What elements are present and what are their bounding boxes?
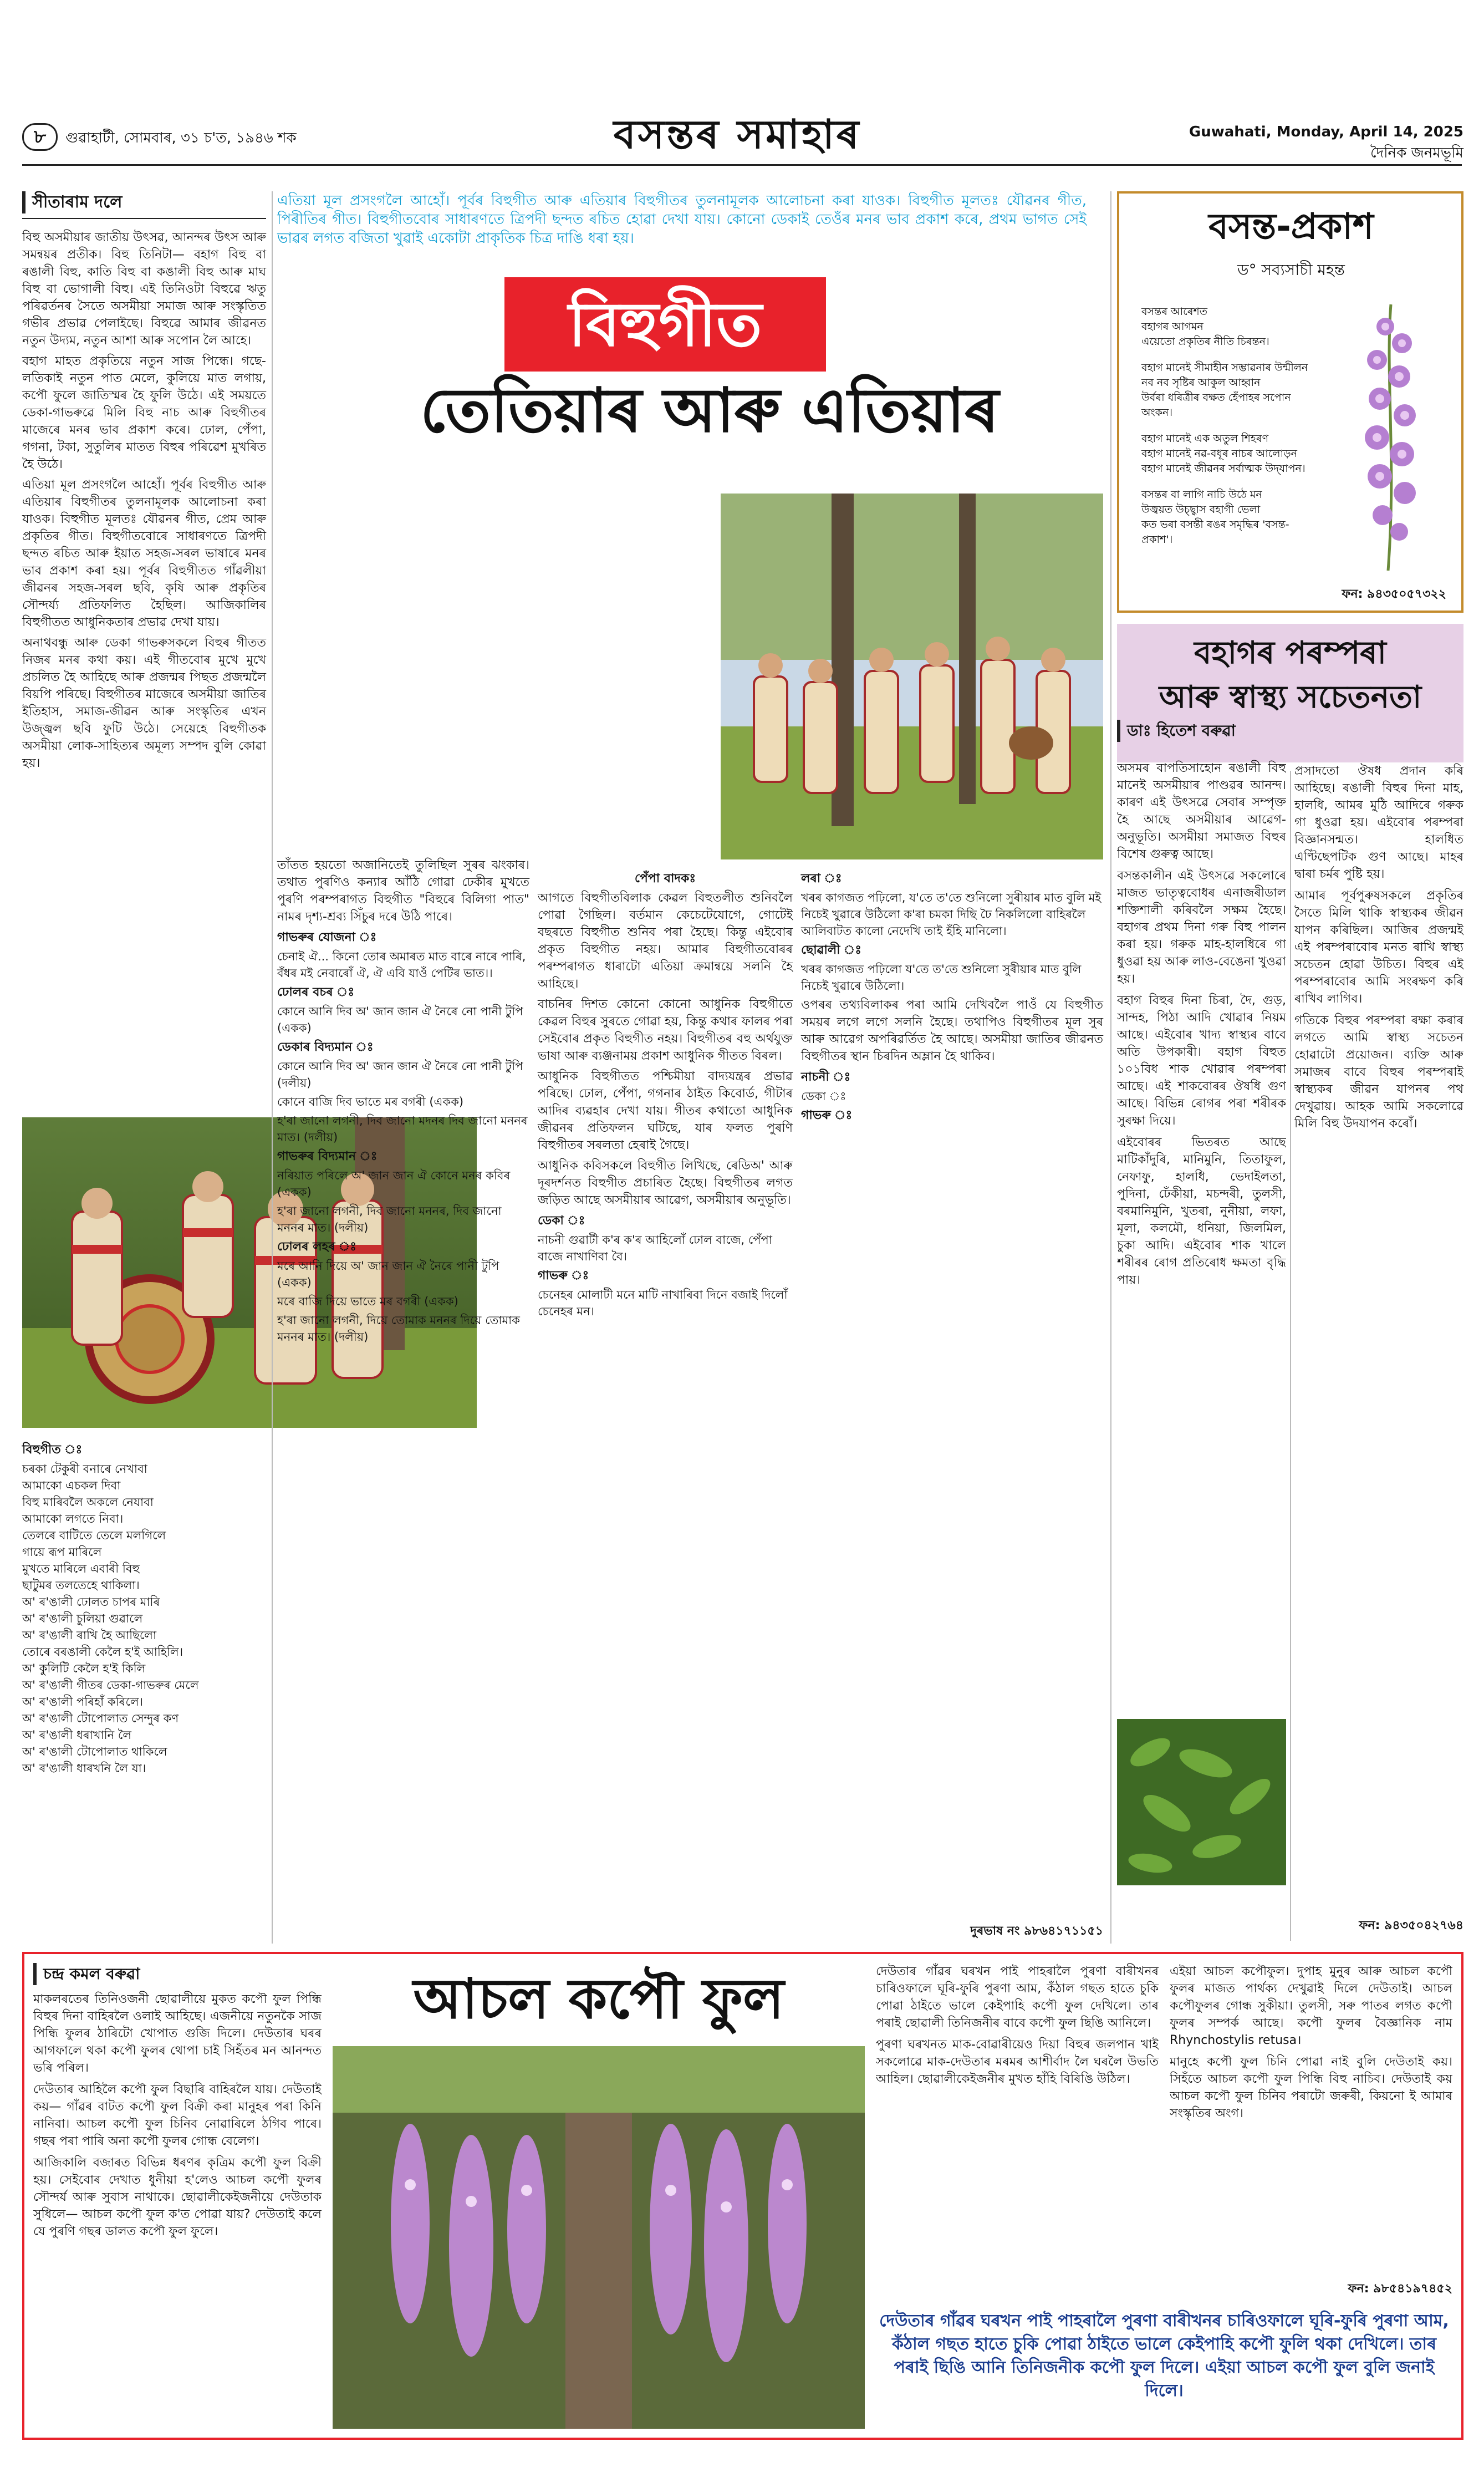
left-para-3: এতিয়া মূল প্ৰসংগলৈ আহোঁ। পূৰ্বৰ বিহুগীত আৰু এতিয়াৰ বিহুগীতৰ তুলনামূলক আলোচনা কৰা যাওক। বিহুগীত মূলতঃ যৌৱনৰ গীত, প্ৰেম আৰু প্ৰকৃতিৰ গীত। বিহুগীতবোৰে সাধাৰণতে ত্ৰিপদী ছন্দত ৰচিত আৰু ইয়াত সহজ-সৰল ভাষাৰে মনৰ ভাব প্ৰকাশ কৰা হয়। পূৰ্বৰ বিহুগীতত গাঁৱলীয়া জীৱনৰ সহজ-সৰল ছবি, কৃষি আৰু প্ৰকৃতিৰ সৌন্দৰ্য্য প্ৰতিফলিত হৈছিল। আজিকালিৰ বিহুগীতত আধুনিকতাৰ প্ৰভাৱ দেখা যায়। xyxy=(22,478,266,629)
poem-stanza-line: বসন্তৰ বা লাগি নাচি উঠে মন xyxy=(1141,489,1262,501)
orchid-flower-illustration xyxy=(1324,293,1452,582)
f3-head-1: লৰা ঃ xyxy=(801,872,842,886)
feature-col-2 xyxy=(538,868,793,1955)
poem-stanza-line: বহাগৰ আগমন xyxy=(1141,321,1203,333)
orchid-illustration xyxy=(333,2046,865,2429)
health-para-2: বসন্তকালীন এই উৎসৱে সকলোৰে মাজত ভাতৃত্ববোধৰ এনাজৰীডাল শক্তিশালী কৰিবলৈ সক্ষম হৈছে। বহাগৰ প্ৰথম দিনা গৰু বিহু পালন কৰা হয়। গৰুক মাহ-হালধিৰে গা ধুওৱা হয় আৰু লাও-বেঙেনা খুওৱা হয়। xyxy=(1117,869,1286,986)
masthead-date-english: Guwahati, Monday, April 14, 2025 xyxy=(1189,124,1463,140)
f1-poem-6: নৰিয়াত পৰিলে অ' জান জান ঐ কোনে মনৰ কবিৰ (একক) xyxy=(277,1169,511,1199)
orchid-col-2 xyxy=(876,1963,1159,2307)
greens-illustration xyxy=(1117,1719,1286,1885)
poem-stanza-line: বসন্তৰ আৰেশত xyxy=(1141,306,1207,318)
poem-stanza xyxy=(1141,360,1319,420)
orchid-author: চন্দ্ৰ কমল বৰুৱা xyxy=(33,1963,310,1985)
poem-author: ড° সব্যসাচী মহন্ত xyxy=(1237,261,1345,279)
f1-poem-5: হ'ৰা জানো লগনী, দিব জানো মদনৰ দিব জানো মননৰ মাত। (দলীয়) xyxy=(277,1114,528,1144)
left-poem xyxy=(22,1439,266,1993)
f3-para-1: ওপৰৰ তথ্যবিলাকৰ পৰা আমি দেখিবলৈ পাওঁ যে বিহুগীত সময়ৰ লগে লগে সলনি হৈছে। তথাপিও বিহুগীতৰ মূল সুৰ আৰু আৱেগ অপৰিৱৰ্তিত হৈ আছে। অসমীয়া জাতিৰ জীৱনত বিহুগীতৰ স্থান চিৰদিন অম্লান হৈ থাকিব। xyxy=(801,998,1103,1064)
poem-line: বিহু মাৰিবলৈ অকলে নেযাবা xyxy=(22,1496,154,1509)
poem-stanza xyxy=(1141,304,1319,349)
orchid-title: আচল কপৌ ফুল xyxy=(413,1966,784,2031)
author-line: সীতাৰাম দলে xyxy=(22,191,266,213)
poem-line: আমাকো এচকল দিবা xyxy=(22,1479,121,1492)
poem-line: অ' ৰ'ঙালী ৰাখি হৈ আছিলো xyxy=(22,1629,157,1642)
poem-line: অ' ৰ'ঙালী ঢোলত চাপৰ মাৰি xyxy=(22,1595,160,1609)
orchid-col-1 xyxy=(33,1991,322,2429)
feature-intro: এতিয়া মূল প্ৰসংগলৈ আহোঁ। পূৰ্বৰ বিহুগীত আৰু এতিয়াৰ বিহুগীতৰ তুলনামূলক আলোচনা কৰা যাওক। বিহুগীত মূলতঃ যৌৱনৰ গীত, পিৰীতিৰ গীত। বিহুগীতবোৰ সাধাৰণতে ত্ৰিপদী ছন্দত ৰচিত হোৱা দেখা যায়। কোনো ডেকাই তেওঁৰ মনৰ ভাব প্ৰকাশ কৰে, প্ৰথম ভাগত সেই ভাৱৰ লগত বজিতা খুৱাই একোটা প্ৰাকৃতিক চিত্ৰ দাঙি ধৰা হয়। xyxy=(277,192,1087,247)
poem-line: অ' ৰ'ঙালী পৰিহাঁ কৰিলে। xyxy=(22,1695,144,1708)
health-para-4: এইবোৰৰ ভিতৰত আছে মাটিকাঁদুৰি, মানিমুনি, তিতাফুল, নেফাফু, হালধি, ভেদাইলতা, পুদিনা, ঢেঁকীয়া, মচন্দৰী, তুলসী, বৰমানিমুনি, খুতৰা, নুনীয়া, লফা, মূলা, কলমৌ, ধনিয়া, জিলমিল, চুকা আদি। এইবোৰ শাক খালে শৰীৰৰ ৰোগ প্ৰতিৰোধ ক্ষমতা বৃদ্ধি পায়। xyxy=(1117,1136,1286,1287)
poem-stanza-line: বহাগ মানেই নৱ-বধূৰ নাচৰ আলোড়ন xyxy=(1141,447,1298,460)
f2-poem-2: চেনেহৰ মোলাটী মনে মাটি নাখাৰিবা দিনে বজাই দিলোঁ চেনেহৰ মন। xyxy=(538,1288,788,1318)
orchid-left-para-1: মাকলৰতেৰ তিনিওজনী ছোৱালীয়ে মুকত কপৌ ফুল পিন্ধি বিহুৰ দিনা বাহিৰলৈ ওলাই আহিছে। এজনীয়ে নতুনকৈ সাজ পিন্ধি ফুলৰ ঠাৰিটো খোপাত গুজি দিলে। দেউতাৰ ঘৰৰ আগফালে থকা কপৌ ফুলৰ থোপা চাই সিহঁতৰ মন আনন্দত ভৰি পৰিল। xyxy=(33,1992,322,2075)
feature-title-red: বিহুগীত xyxy=(504,277,826,372)
feature-col-1 xyxy=(277,857,529,1783)
poem-line: তেলৰে বাটিতে তেলে মলগিলে xyxy=(22,1529,166,1542)
orchid-photo xyxy=(333,2046,865,2429)
masthead-date-assamese: গুৱাহাটী, সোমবাৰ, ৩১ চ'ত, ১৯৪৬ শক xyxy=(65,130,297,146)
orchid-phone: ফন: ৯৮৫৪১৯৭৪৫২ xyxy=(1348,2282,1452,2296)
health-phone: ফন: ৯৪৩৫০৪২৭৬৪ xyxy=(1359,1919,1463,1932)
orchid-right-para-3: পুৰণা ঘৰখনত মাক-বোৱাৰীয়েও দিয়া বিহুৰ জলপান খাই সকলোৱে মাক-দেউতাৰ মৰমৰ আশীৰ্বাদ লৈ ঘৰলৈ উভতি আহিল। ছোৱালীকেইজনীৰ মুখত হাঁহি বিৰিঙি উঠিল। xyxy=(876,2038,1159,2086)
poem-line: অ' ৰ'ঙালী ধৰাখানি লৈ xyxy=(22,1728,131,1742)
feature-byline-phone: দুৰভাষ নং ৯৮৬৪১৭১১৫১ xyxy=(970,1924,1103,1938)
f1-poem-1: চেনাই ঐ... কিনো তোৰ অমাৰত মাত বাৰে নাৰে পাৰি, বঁধৰ মই নেবাৰোঁ ঐ, ঐ এবি যাওঁ পেটিৰ ভাত।। xyxy=(277,950,526,980)
health-col-2 xyxy=(1294,762,1463,1982)
f3-poem-2: খৰৰ কাগজত পঢ়িলো য'তে ত'তে শুনিলো সুৰীয়াৰ মাত বুলি নিচেই খুৱাৰে উঠিলো। xyxy=(801,963,1082,993)
f2-poem-1: নাচনী গুৱাটী ক'ৰ ক'ৰ আহিলোঁ ঢোল বাজে, পেঁপা বাজে নাখাণিবা বৈ। xyxy=(538,1233,772,1263)
f1-poem-7: হ'ৰা জানো লগনী, দিব জানো মননৰ, দিব জানো মননৰ মাত। (দলীয়) xyxy=(277,1204,502,1234)
health-para-6: আমাৰ পূৰ্বপুৰুষসকলে প্ৰকৃতিৰ সৈতে মিলি থাকি স্বাস্থ্যকৰ জীৱন যাপন কৰিছিল। আজিৰ প্ৰজন্মই এই পৰম্পৰাবোৰ মনত ৰাখি স্বাস্থ্য সচেতন হোৱা উচিত। বিহুৰ এই পৰম্পৰাবোৰ আমি সংৰক্ষণ কৰি ৰাখিব লাগিব। xyxy=(1294,889,1463,1006)
poem-title: বসন্ত-প্ৰকাশ xyxy=(1208,206,1374,247)
rule-3 xyxy=(1290,771,1291,1941)
poem-line: অ' কুলিটি কেলৈ হ'ই কিলি xyxy=(22,1662,146,1675)
orchid-right-para-1: দেউতাৰ গাঁৱৰ ঘৰখন পাই পাহৰালৈ পুৰণা বাৰীখনৰ চাৰিওফালে ঘূৰি-ফুৰি পুৰণা আম, কঁঠাল গছত হাতে চুকি পোৱা ঠাইতে ভালে কেইপাহি কপৌ ফুল দেখিলে। তাৰ পৰাই ছোৱালী তিনিজনীৰ বাবে কপৌ ফুল ছিঙি আনিলে। xyxy=(876,1965,1159,2030)
f1-poem-3: কোনে আনি দিব অ' জান জান ঐ নৈৰে নো পানী টুপি (দলীয়) xyxy=(277,1060,523,1090)
feature-title-main: তেতিয়াৰ আৰু এতিয়াৰ xyxy=(420,375,999,446)
f3-poem-3: ডেকা ঃ xyxy=(801,1090,846,1103)
poem-stanza xyxy=(1141,431,1319,476)
poem-line: ছাটুমৰ তলতেহে থাকিলা। xyxy=(22,1579,140,1592)
health-author: ডাঃ হিতেশ বৰুৱা xyxy=(1117,720,1283,742)
f1-poem-4: কোনে বাজি দিব ভাতে মৰ বগৰী (একক) xyxy=(277,1095,464,1108)
health-title-1: বহাগৰ পৰম্পৰা xyxy=(1194,635,1386,671)
poem-line: অ' ৰ'ঙালী ধাৰখনি লৈ যা। xyxy=(22,1762,146,1775)
poem-line: আমাকো লগতে নিবা। xyxy=(22,1512,124,1525)
orchid-right-para-2: এইয়া আচল কপৌফুল। দুপাহ মুনুৰ আৰু আচল কপৌ ফুলৰ মাজত পাৰ্থক্য দেখুৱাই দিলে দেউতাই। আচল কপৌফুলৰ গোন্ধ সুকীয়া। তুলসী, সৰু পাতৰ লগত কপৌ ফুলৰ সম্পৰ্ক আছে। কপৌ ফুলৰ বৈজ্ঞানিক নাম Rhynchostylis retusa। xyxy=(1170,1965,1452,2047)
section-title: বসন্তৰ সমাহাৰ xyxy=(613,111,861,157)
orchid-col-3 xyxy=(1170,1963,1452,2273)
f1-para-1: তাঁতত হয়তো অজানিতেই তুলিছিল সুৰৰ ঝংকাৰ। তথাত পুৰণিও কন্যাৰ আঁঠি গোৱা ঢেকীৰ মুখতে পুৰণি পৰম্পৰাগত বিহুগীত "বিহুৰে বিলিগা পাত" নামৰ দৃশ্য-শ্ৰব্য সিঁচুৰ দৰে উঠি পাৰে। xyxy=(277,858,529,924)
photo-caption-pepa: পেঁপা বাদকঃ xyxy=(634,872,696,886)
poem-heading: বিহুগীত ঃ xyxy=(22,1443,83,1457)
f1-head-3: ডেকাৰ বিদ্যমান ঃ xyxy=(277,1040,374,1054)
poem-box xyxy=(1117,191,1463,613)
f3-poem-1: খৰৰ কাগজত পঢ়িলো, য'তে ত'তে শুনিলো সুৰীয়াৰ মাত বুলি মই নিচেই খুৱাৰে উঠিলো ক'ৰা চমকা দিছি ঢৈ নিকলিলো বাহিৰলৈ আলিবাটত কালো নেদেখি তাই হঁহি মানিলো। xyxy=(801,891,1101,938)
f3-head-2: ছোৱালী ঃ xyxy=(801,943,861,957)
left-para-4: অনাথবন্ধু আৰু ডেকা গাভৰুসকলে বিহুৰ গীতত নিজৰ মনৰ কথা কয়। এই গীতবোৰ মুখে মুখে প্ৰচলিত হৈ আহিছে আৰু প্ৰজন্মৰ পিছত প্ৰজন্মলৈ বিয়পি পৰিছে। বিহুগীতৰ মাজেৰে অসমীয়া জাতিৰ ইতিহাস, সমাজ-জীৱন আৰু সংস্কৃতিৰ এখন উজ্জ্বল ছবি ফুটি উঠে। সেয়েহে বিহুগীতক অসমীয়া লোক-সাহিত্যৰ অমূল্য সম্পদ বুলি কোৱা হয়। xyxy=(22,636,266,770)
paper-name: দৈনিক জনমভূমি xyxy=(1370,145,1463,161)
poem-stanza-line: উৰ্বৰা ধৰিত্ৰীৰ বক্ষত হেঁপাহৰ সপোন অংকন। xyxy=(1141,391,1291,419)
left-para-1: বিহু অসমীয়াৰ জাতীয় উৎসৱ, আনন্দৰ উৎস আৰু সমন্বয়ৰ প্ৰতীক। বিহু তিনিটা— বহাগ বিহু বা ৰঙালী বিহু, কাতি বিহু বা কঙালী বিহু আৰু মাঘ বিহু বা ভোগালী বিহু। এই তিনিওটা বিহুৱে ঋতু পৰিৱৰ্তনৰ সৈতে অসমীয়া সমাজ আৰু সংস্কৃতিত গভীৰ প্ৰভাৱ পেলাইছে। বিহুৱে আমাৰ জীৱনত নতুন উদ্যম, নতুন আশা আৰু সপোন লৈ আহে। xyxy=(22,231,266,348)
dancers-illustration-1 xyxy=(721,494,1103,859)
orchid-left-para-3: আজিকালি বজাৰত বিভিন্ন ধৰণৰ কৃত্ৰিম কপৌ ফুল বিক্ৰী হয়। সেইবোৰ দেখাত ধুনীয়া হ'লেও আচল কপৌ ফুলৰ সৌন্দৰ্য আৰু সুবাস নাথাকে। ছোৱালীকেইজনীয়ে দেউতাক সুধিলে— আচল কপৌ ফুল ক'ত পোৱা যায়? দেউতাই কলে যে পুৰণি গছৰ ডালত কপৌ ফুল ফুলে। xyxy=(33,2156,322,2239)
author-rule xyxy=(22,218,266,219)
health-para-5: প্ৰসাদতো ঔষধ প্ৰদান কৰি আহিছে। ৰঙালী বিহুৰ দিনা মাহ, হালধি, আমৰ মুঠি আদিৰে গৰুক গা ধুওৱা হয়। এইবোৰ পৰম্পৰা বিজ্ঞানসন্মত। হালধিত এণ্টিছেপটিক গুণ আছে। মাহৰ দ্বাৰা চৰ্মৰ পুষ্টি হয়। xyxy=(1294,764,1463,881)
poem-line: অ' ৰ'ঙালী গীতৰ ডেকা-গাভৰুৰ মেলে xyxy=(22,1678,199,1692)
poem-stanza-line: বহাগ মানেই সীমাহীন সম্ভাৱনাৰ উন্মীলন xyxy=(1141,362,1308,374)
f1-head-1: গাভৰুৰ যোজনা ঃ xyxy=(277,930,377,944)
health-col-1 xyxy=(1117,760,1286,1885)
poem-line: গায়ে ৰূপ মাৰিলে xyxy=(22,1545,102,1559)
rule-2 xyxy=(1110,191,1111,1944)
f1-poem-10: হ'ৰা জানো লগনী, দিয়ে তোমাক মননৰ দিয়ে তোমাক মননৰ মাত। (দলীয়) xyxy=(277,1314,520,1344)
poem-line: মুখতে মাৰিলে এবাৰী বিহু xyxy=(22,1562,140,1575)
health-title-2: আৰু স্বাস্থ্য সচেতনতা xyxy=(1159,679,1422,715)
health-para-7: গতিকে বিহুৰ পৰম্পৰা ৰক্ষা কৰাৰ লগতে আমি স্বাস্থ্য সচেতন হোৱাটো প্ৰয়োজন। ব্যক্তি আৰু সমাজৰ বাবে বিহুৰ পৰম্পৰাই স্বাস্থ্যকৰ জীৱন যাপনৰ পথ দেখুৱায়। আহক আমি সকলোৱে মিলি বিহু উদযাপন কৰোঁ। xyxy=(1294,1014,1463,1131)
masthead-rule xyxy=(22,164,1462,166)
feature-col-3 xyxy=(801,868,1103,1955)
poem-lines xyxy=(22,1461,266,1777)
f2-para-3: আধুনিক বিহুগীতত পশ্চিমীয়া বাদ্যযন্ত্ৰৰ প্ৰভাৱ পৰিছে। ঢোল, পেঁপা, গগনাৰ ঠাইত কিবোর্ড, গীটাৰ আদিৰ ব্যৱহাৰ দেখা যায়। গীতৰ কথাতো আধুনিক জীৱনৰ প্ৰতিফলন ঘটিছে, যাৰ ফলত পুৰণি বিহুগীতৰ সৰলতা হেৰাই গৈছে। xyxy=(538,1070,793,1152)
left-para-2: বহাগ মাহত প্ৰকৃতিয়ে নতুন সাজ পিন্ধে। গছে-লতিকাই নতুন পাত মেলে, কুলিয়ে মাত লগায়, কপৌ ফুলে জাতিস্মৰ হৈ ফুলি উঠে। এই সময়তে ডেকা-গাভৰুৱে মিলি বিহু নাচ আৰু বিহুগীতৰ মাজেৰে মনৰ ভাব প্ৰকাশ কৰে। ঢোল, পেঁপা, গগনা, টকা, সুতুলিৰ মাতত বিহুৰ পৰিৱেশ মুখৰিত হৈ উঠে। xyxy=(22,354,266,471)
poem-stanza xyxy=(1141,487,1319,547)
f2-para-1: আগতে বিহুগীতবিলাক কেৱল বিহুতলীত শুনিবলৈ পোৱা গৈছিল। বৰ্তমান কেচেটেযোগে, গোটেই বছৰতে বিহুগীত শুনিব পৰা হৈছে। কিন্তু এইবোৰ প্ৰকৃত বিহুগীত নহয়। আমাৰ বিহুগীতবোৰৰ পৰম্পৰাগত ধাৰাটো এতিয়া ক্ৰমান্বয়ে সলনি হৈ আহিছে। xyxy=(538,891,793,991)
f3-head-4: গাভৰু ঃ xyxy=(801,1108,853,1122)
orchid-left-para-2: দেউতাৰ আহিলৈ কপৌ ফুল বিছাৰি বাহিৰলৈ যায়। দেউতাই কয়— গাঁৱৰ বাটত কপৌ ফুল বিক্ৰী কৰা মানুহৰ পৰা কিনি নানিবা। আচল কপৌ ফুল চিনিব নোৱাৰিলে ঠগিব পাৰে। গছৰ পৰা পাৰি অনা কপৌ ফুলৰ গোন্ধ বেলেগ। xyxy=(33,2083,322,2148)
f2-head-2: গাভৰু ঃ xyxy=(538,1269,589,1283)
f3-head-3: নাচনী ঃ xyxy=(801,1070,851,1084)
f1-poem-8: মৰে আনি দিয়ে অ' জান জান ঐ নৈৰে পানী টুপি (একক) xyxy=(277,1259,499,1289)
poem-stanza-line: বহাগ মানেই এক অতুল শিহৰণ xyxy=(1141,433,1269,445)
orchid-right-para-4: মানুহে কপৌ ফুল চিনি পোৱা নাই বুলি দেউতাই কয়। সিহঁতে আচল কপৌ ফুল পিন্ধি বিহু নাচিব। দেউতাই কয় আচল কপৌ ফুল চিনিব পৰাটো জৰুৰী, কিয়নো ই আমাৰ সংস্কৃতিৰ অংগ। xyxy=(1170,2055,1452,2120)
f2-para-2: বাচনিৰ দিশত কোনো কোনো আধুনিক বিহুগীতে কেৱল বিহুৰ সুৰতে গোৱা হয়, কিন্তু কথাৰ ফালৰ পৰা সেইবোৰ প্ৰকৃত বিহুগীত নহয়। বিহুগীতৰ বহু অৰ্থযুক্ত ভাষা আৰু ব্যঞ্জনাময় প্ৰকাশ আধুনিক গীতত বিৰল। xyxy=(538,998,793,1063)
f2-head-1: ডেকা ঃ xyxy=(538,1214,585,1228)
f1-poem-9: মৰে বাজি দিয়ে ভাতে মৰ বগৰী (একক) xyxy=(277,1295,458,1308)
f1-head-2: ঢোলৰ বচৰ ঃ xyxy=(277,985,355,999)
orchid-highlight: দেউতাৰ গাঁৱৰ ঘৰখন পাই পাহৰালৈ পুৰণা বাৰীখনৰ চাৰিওফালে ঘূৰি-ফুৰি পুৰণা আম, কঁঠাল গছত হাতে চুকি পোৱা ঠাইতে ভালে কেইপাহি কপৌ ফুলি থকা দেখিলে। তাৰ পৰাই ছিঙি আনি তিনিজনীক কপৌ ফুল দিলে। এইয়া আচল কপৌ ফুল বুলি জনাই দিলে। xyxy=(879,2311,1449,2400)
poem-stanza-line: কত ভৰা বসন্তী ৰঙৰ সমৃদ্ধিৰ 'বসন্ত-প্ৰকাশ'। xyxy=(1141,518,1289,546)
poem-line: তোৰে বৰঙালী কেলৈ হ'ই আহিলি। xyxy=(22,1645,183,1659)
health-para-3: বহাগ বিহুৰ দিনা চিৰা, দৈ, গুড়, সান্দহ, পিঠা আদি খোৱাৰ নিয়ম আছে। এইবোৰ খাদ্য স্বাস্থ্যৰ বাবে অতি উপকাৰী। বহাগ বিহুত ১০১বিধ শাক খোৱাৰ পৰম্পৰা আছে। এই শাকবোৰৰ ঔষধি গুণ আছে। বিভিন্ন ৰোগৰ পৰা শৰীৰক সুৰক্ষা দিয়ে। xyxy=(1117,994,1286,1128)
poem-stanza-line: নব নব সৃষ্টিৰ আকুল আহ্বান xyxy=(1141,377,1261,389)
poem-line: চৰকা টেকুৰী বনাৰে নেখাবা xyxy=(22,1462,147,1476)
poem-phone: ফন: ৯৪৩৫০৫৭৩২২ xyxy=(1342,587,1446,601)
f2-para-4: আধুনিক কবিসকলে বিহুগীত লিখিছে, ৰেডিঅ' আৰু দূৰদৰ্শনত বিহুগীত প্ৰচাৰিত হৈছে। বিহুগীতৰ লগত জড়িত আছে অসমীয়াৰ আৱেগ, অসমীয়াৰ অনুভূতি। xyxy=(538,1159,793,1207)
f1-poem-2: কোনে আনি দিব অ' জান জান ঐ নৈৰে নো পানী টুপি (একক) xyxy=(277,1005,523,1035)
bihu-dancers-photo-1 xyxy=(721,494,1103,859)
poem-stanza-line: উজ্বয়ত উচ্ছ্বাস বহাগী ভেলা xyxy=(1141,503,1261,516)
poem-line: অ' ৰ'ঙালী চুলিয়া গুৱালে xyxy=(22,1612,143,1625)
rule-1 xyxy=(272,191,273,1944)
page-number: ৮ xyxy=(22,123,58,151)
poem-line: অ' ৰ'ঙালী টোপোলাত সেন্দুৰ কণ xyxy=(22,1712,179,1725)
poem-stanza-line: এয়েতো প্ৰকৃতিৰ নীতি চিৰন্তন। xyxy=(1141,335,1269,348)
health-para-1: অসমৰ বাপতিসাহোন ৰঙালী বিহু মানেই অসমীয়াৰ পাণ্ডৱৰ আনন্দ। কাৰণ এই উৎসৱে সেবাৰ সম্পৃক্ত হৈ আছে অসমীয়াৰ আৱেগ-অনুভূতি। অসমীয়া সমাজত বিহুৰ বিশেষ গুৰুত্ব আছে। xyxy=(1117,761,1286,861)
f1-head-4: গাভৰুৰ বিদ্যমান ঃ xyxy=(277,1149,378,1163)
poem-text xyxy=(1141,304,1319,558)
poem-line: অ' ৰ'ঙালী টোপোলাত থাকিলে xyxy=(22,1745,167,1758)
f1-head-5: ঢোলৰ লহৰ ঃ xyxy=(277,1240,356,1254)
greens-photo xyxy=(1117,1719,1286,1885)
poem-stanza-line: বহাগ মানেই জীৱনৰ সৰ্বাত্মক উদ্‌যাপন। xyxy=(1141,462,1305,475)
